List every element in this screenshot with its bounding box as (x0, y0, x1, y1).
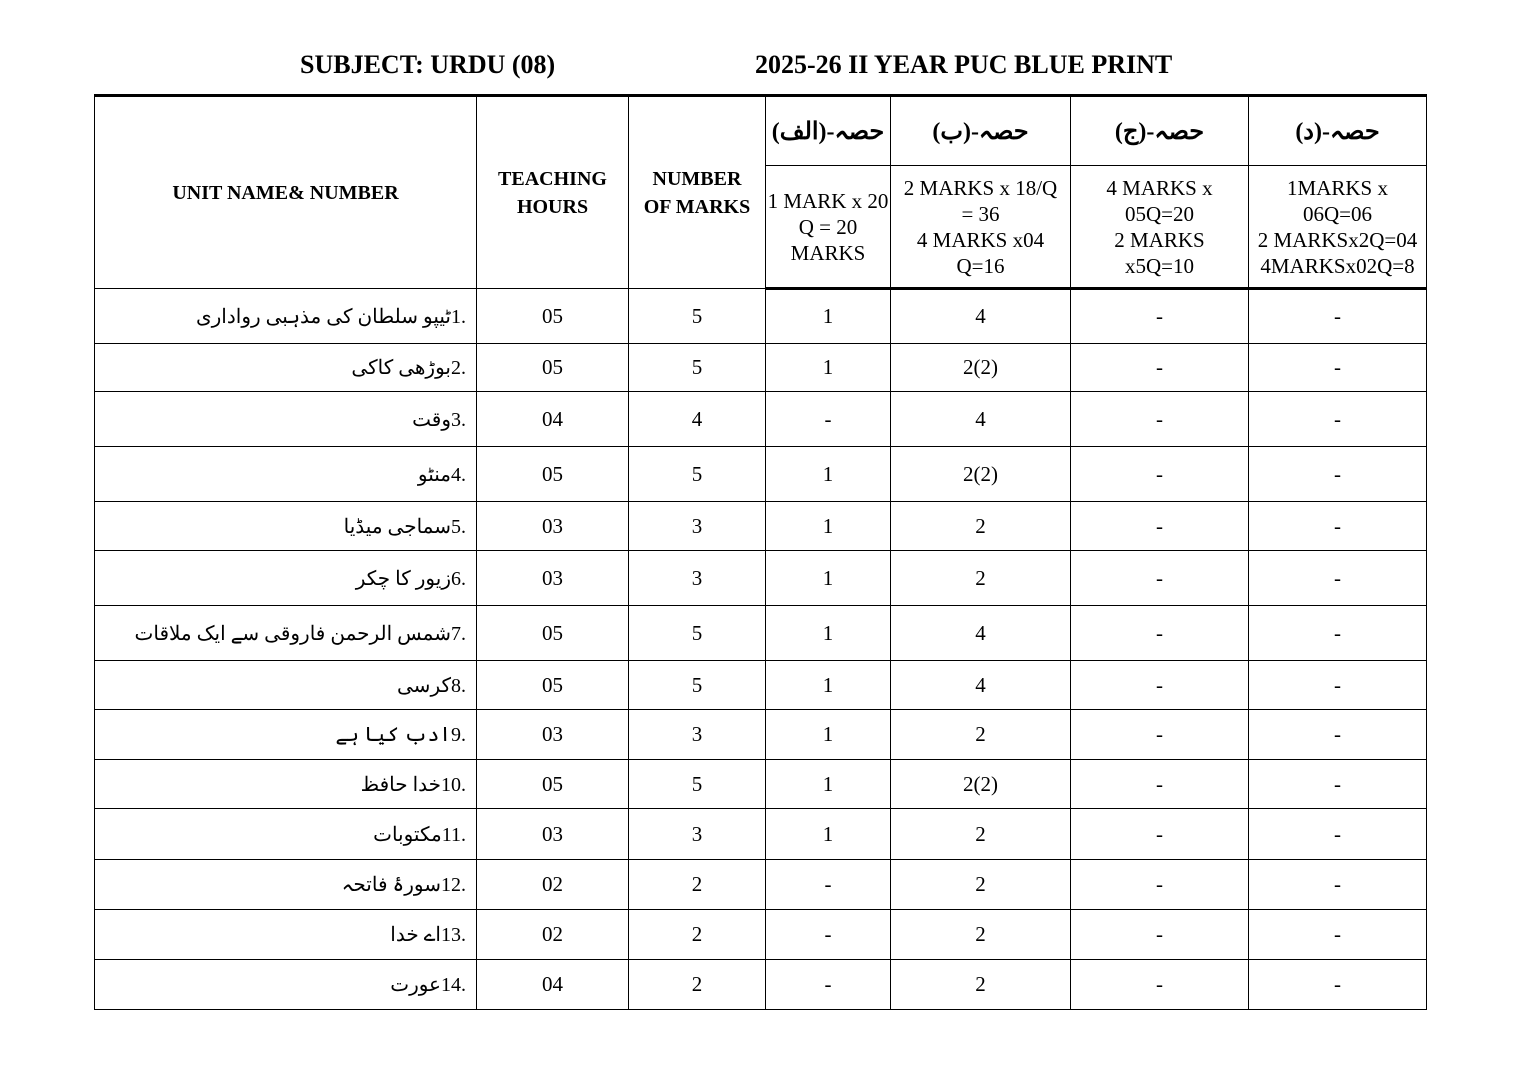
part-a-cell: - (766, 860, 891, 910)
part-c-marks (1071, 166, 1249, 289)
marks-line: 2 MARKSx2Q=04 (1257, 227, 1418, 252)
part-a-cell: 1 (766, 502, 891, 551)
unit-number: 4. (451, 463, 466, 486)
part-b-cell: 2(2) (891, 447, 1071, 502)
marks-line: Q = 20 (798, 214, 858, 239)
teaching-hours-cell: 02 (477, 910, 629, 960)
unit-name: خدا حافظ (360, 773, 441, 796)
part-b-cell: 4 (891, 606, 1071, 661)
part-d-header: حصہ-(د) (1249, 96, 1427, 166)
marks-line: MARKS (790, 240, 866, 265)
table-row (95, 960, 1427, 1010)
unit-number: 12. (441, 874, 466, 896)
teaching-hours-cell: 03 (477, 551, 629, 606)
part-a-cell: 1 (766, 760, 891, 809)
document-header (0, 50, 1520, 90)
part-c-cell: - (1071, 860, 1249, 910)
part-d-cell: - (1249, 551, 1427, 606)
unit-name-cell (95, 960, 477, 1010)
part-c-cell: - (1071, 289, 1249, 344)
part-c-cell: - (1071, 710, 1249, 760)
marks-cell: 5 (629, 344, 766, 392)
marks-line: 06Q=06 (1302, 201, 1372, 226)
part-a-cell: 1 (766, 661, 891, 710)
part-c-cell: - (1071, 551, 1249, 606)
blueprint-table (94, 94, 1427, 1010)
marks-line: 2 MARKS x 18/Q (903, 175, 1058, 200)
marks-cell: 3 (629, 551, 766, 606)
part-c-cell: - (1071, 447, 1249, 502)
unit-name: زیور کا چکر (355, 567, 451, 590)
part-d-cell: - (1249, 661, 1427, 710)
marks-cell: 5 (629, 289, 766, 344)
part-b-cell: 2 (891, 910, 1071, 960)
marks-line: 05Q=20 (1124, 201, 1194, 226)
marks-line: 1 MARK x 20 (767, 188, 889, 213)
part-b-cell: 4 (891, 661, 1071, 710)
part-d-cell: - (1249, 344, 1427, 392)
unit-name: شمس الرحمن فاروقی سے ایک ملاقات (134, 622, 451, 645)
part-d-cell: - (1249, 960, 1427, 1010)
part-c-cell: - (1071, 809, 1249, 860)
part-a-cell: - (766, 910, 891, 960)
part-c-cell: - (1071, 606, 1249, 661)
unit-name: مکتوبات (373, 823, 442, 846)
part-d-cell: - (1249, 606, 1427, 661)
unit-name: عورت (390, 974, 441, 996)
teaching-hours-cell: 03 (477, 502, 629, 551)
unit-name: سورۂ فاتحہ (341, 874, 441, 896)
part-b-marks (891, 166, 1071, 289)
teaching-hours-cell: 05 (477, 289, 629, 344)
teaching-hours-cell: 05 (477, 447, 629, 502)
unit-name-cell (95, 910, 477, 960)
table-row (95, 551, 1427, 606)
part-a-header: حصہ-(الف) (766, 96, 891, 166)
part-b-cell: 2 (891, 710, 1071, 760)
marks-line: 4MARKSx02Q=8 (1260, 253, 1415, 278)
table-row (95, 447, 1427, 502)
part-a-cell: - (766, 960, 891, 1010)
part-c-cell: - (1071, 960, 1249, 1010)
unit-name: وقت (412, 408, 451, 431)
part-c-cell: - (1071, 502, 1249, 551)
part-a-cell: 1 (766, 344, 891, 392)
table-body (95, 289, 1427, 1010)
marks-cell: 5 (629, 760, 766, 809)
teaching-hours-cell: 05 (477, 760, 629, 809)
unit-number: 2. (451, 357, 466, 379)
unit-name-cell (95, 860, 477, 910)
unit-number: 7. (451, 622, 466, 645)
part-b-header: حصہ-(ب) (891, 96, 1071, 166)
part-b-cell: 2 (891, 809, 1071, 860)
unit-name-cell (95, 606, 477, 661)
marks-cell: 4 (629, 392, 766, 447)
marks-cell: 3 (629, 502, 766, 551)
unit-name-cell (95, 809, 477, 860)
teaching-hours-cell: 04 (477, 960, 629, 1010)
marks-line: Q=16 (956, 253, 1005, 278)
number-of-marks-header (629, 96, 766, 289)
marks-line: 4 MARKS x (1106, 175, 1213, 200)
part-a-cell: 1 (766, 710, 891, 760)
part-c-cell: - (1071, 910, 1249, 960)
unit-number: 1. (451, 305, 466, 328)
document-title: 2025-26 II YEAR PUC BLUE PRINT (755, 50, 1173, 79)
part-d-cell: - (1249, 809, 1427, 860)
part-a-cell: - (766, 392, 891, 447)
marks-line: 1MARKS x (1287, 175, 1388, 200)
unit-number: 11. (441, 823, 466, 846)
part-d-cell: - (1249, 502, 1427, 551)
subject-title: SUBJECT: URDU (08) (300, 50, 556, 79)
marks-cell: 5 (629, 661, 766, 710)
table-row (95, 289, 1427, 344)
table-row (95, 809, 1427, 860)
part-c-cell: - (1071, 344, 1249, 392)
teaching-hours-cell: 03 (477, 710, 629, 760)
marks-cell: 3 (629, 710, 766, 760)
teaching-hours-cell: 02 (477, 860, 629, 910)
part-b-cell: 4 (891, 392, 1071, 447)
part-c-cell: - (1071, 661, 1249, 710)
unit-name: سماجی میڈیا (343, 515, 451, 538)
part-a-cell: 1 (766, 447, 891, 502)
unit-name-cell (95, 661, 477, 710)
part-b-cell: 2(2) (891, 760, 1071, 809)
unit-name: بوڑھی کاکی (351, 357, 451, 379)
table-row (95, 661, 1427, 710)
unit-number: 5. (451, 515, 466, 538)
number-of-marks-label: NUMBER OF MARKS (643, 167, 751, 218)
teaching-hours-cell: 03 (477, 809, 629, 860)
unit-name: ٹیپو سلطان کی مذہبی رواداری (195, 305, 451, 328)
unit-name-cell (95, 344, 477, 392)
unit-number: 8. (451, 674, 466, 697)
marks-cell: 5 (629, 447, 766, 502)
teaching-hours-cell: 05 (477, 661, 629, 710)
marks-cell: 2 (629, 960, 766, 1010)
marks-line: 2 MARKS (1114, 227, 1205, 252)
part-a-cell: 1 (766, 551, 891, 606)
unit-name: اے خدا (390, 924, 441, 946)
part-c-cell: - (1071, 760, 1249, 809)
unit-name-cell (95, 289, 477, 344)
teaching-hours-cell: 05 (477, 344, 629, 392)
unit-number: 6. (451, 567, 466, 590)
teaching-hours-cell: 04 (477, 392, 629, 447)
part-d-cell: - (1249, 910, 1427, 960)
unit-name-cell (95, 447, 477, 502)
table-row (95, 392, 1427, 447)
unit-name: منٹو (417, 463, 451, 486)
unit-name: کرسی (397, 674, 451, 697)
part-d-cell: - (1249, 710, 1427, 760)
part-a-cell: 1 (766, 809, 891, 860)
part-c-header: حصہ-(ج) (1071, 96, 1249, 166)
part-b-cell: 2 (891, 502, 1071, 551)
teaching-hours-label: TEACHING HOURS (498, 167, 607, 218)
marks-cell: 5 (629, 606, 766, 661)
marks-cell: 2 (629, 860, 766, 910)
table-row (95, 606, 1427, 661)
part-c-cell: - (1071, 392, 1249, 447)
part-a-cell: 1 (766, 289, 891, 344)
unit-number: 3. (451, 408, 466, 431)
header-row-parts (95, 96, 1427, 166)
unit-name-cell (95, 392, 477, 447)
part-a-marks (766, 166, 891, 289)
unit-name-cell (95, 710, 477, 760)
table-row (95, 502, 1427, 551)
part-d-marks (1249, 166, 1427, 289)
unit-name-cell (95, 760, 477, 809)
part-b-cell: 2 (891, 860, 1071, 910)
part-d-cell: - (1249, 392, 1427, 447)
marks-line: 4 MARKS x04 (916, 227, 1045, 252)
unit-number: 13. (441, 924, 466, 946)
unit-number: 14. (441, 974, 466, 996)
unit-number: 9. (451, 724, 466, 746)
part-d-cell: - (1249, 289, 1427, 344)
part-b-cell: 4 (891, 289, 1071, 344)
table-row (95, 344, 1427, 392)
part-d-cell: - (1249, 860, 1427, 910)
part-a-cell: 1 (766, 606, 891, 661)
unit-column-header: UNIT NAME& NUMBER (95, 96, 477, 289)
part-b-cell: 2 (891, 960, 1071, 1010)
part-b-cell: 2(2) (891, 344, 1071, 392)
marks-cell: 2 (629, 910, 766, 960)
table-row (95, 910, 1427, 960)
unit-name: ادب کیا ہے (335, 724, 451, 746)
marks-cell: 3 (629, 809, 766, 860)
teaching-hours-cell: 05 (477, 606, 629, 661)
unit-name-cell (95, 551, 477, 606)
table-row (95, 710, 1427, 760)
table-row (95, 860, 1427, 910)
part-d-cell: - (1249, 760, 1427, 809)
marks-line: x5Q=10 (1124, 253, 1194, 278)
marks-line: = 36 (961, 201, 1000, 226)
part-b-cell: 2 (891, 551, 1071, 606)
teaching-hours-header (477, 96, 629, 289)
table-row (95, 760, 1427, 809)
part-d-cell: - (1249, 447, 1427, 502)
unit-number: 10. (441, 773, 466, 796)
unit-name-cell (95, 502, 477, 551)
